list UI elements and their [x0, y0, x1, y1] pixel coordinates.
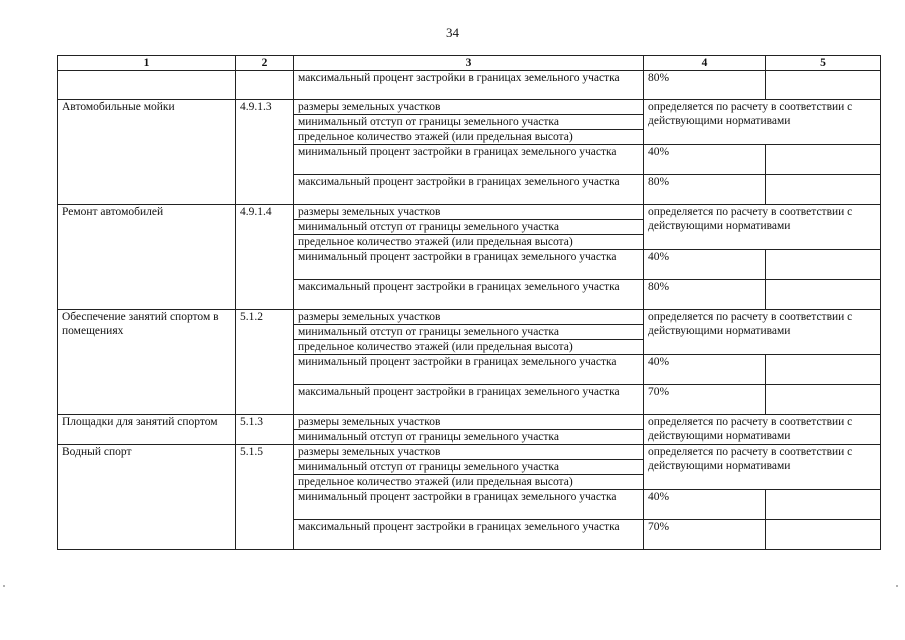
param-cell: предельное количество этажей (или предельная высота): [294, 340, 644, 355]
use-code-cell: 5.1.3: [236, 415, 294, 445]
use-code-cell: 5.1.2: [236, 310, 294, 415]
header-col-1: 1: [58, 56, 236, 71]
header-col-2: 2: [236, 56, 294, 71]
param-cell: максимальный процент застройки в границах земельного участка: [294, 520, 644, 550]
table-row: [58, 100, 881, 115]
merged-value-cell: определяется по расчету в соответствии с действующими нормативами: [644, 445, 881, 490]
scan-speck: [3, 585, 5, 587]
table-row: [58, 310, 881, 325]
merged-value-cell: определяется по расчету в соответствии с действующими нормативами: [644, 415, 881, 445]
value-cell: 40%: [644, 490, 766, 520]
header-col-5: 5: [766, 56, 881, 71]
use-code-cell: 4.9.1.4: [236, 205, 294, 310]
use-code-cell: 4.9.1.3: [236, 100, 294, 205]
param-cell: размеры земельных участков: [294, 415, 644, 430]
param-cell: размеры земельных участков: [294, 205, 644, 220]
extra-cell: [766, 280, 881, 310]
param-cell: размеры земельных участков: [294, 310, 644, 325]
use-name-cell: [58, 71, 236, 100]
param-cell: размеры земельных участков: [294, 100, 644, 115]
param-cell: минимальный процент застройки в границах земельного участка: [294, 490, 644, 520]
extra-cell: [766, 145, 881, 175]
merged-value-cell: определяется по расчету в соответствии с действующими нормативами: [644, 205, 881, 250]
value-cell: 80%: [644, 71, 766, 100]
use-name-cell: Автомобильные мойки: [58, 100, 236, 205]
value-cell: 40%: [644, 355, 766, 385]
use-name-cell: Площадки для занятий спортом: [58, 415, 236, 445]
extra-cell: [766, 175, 881, 205]
header-col-4: 4: [644, 56, 766, 71]
param-cell: минимальный отступ от границы земельного участка: [294, 430, 644, 445]
use-code-cell: [236, 71, 294, 100]
merged-value-cell: определяется по расчету в соответствии с действующими нормативами: [644, 310, 881, 355]
table-row: [58, 445, 881, 460]
param-cell: максимальный процент застройки в границах земельного участка: [294, 385, 644, 415]
use-name-cell: Обеспечение занятий спортом в помещениях: [58, 310, 236, 415]
scan-speck: [896, 585, 898, 587]
param-cell: максимальный процент застройки в границах земельного участка: [294, 71, 644, 100]
value-cell: 80%: [644, 175, 766, 205]
param-cell: максимальный процент застройки в границах земельного участка: [294, 280, 644, 310]
param-cell: размеры земельных участков: [294, 445, 644, 460]
extra-cell: [766, 385, 881, 415]
header-col-3: 3: [294, 56, 644, 71]
table-row: [58, 415, 881, 430]
param-cell: минимальный отступ от границы земельного участка: [294, 115, 644, 130]
param-cell: максимальный процент застройки в границах земельного участка: [294, 175, 644, 205]
table-row: [58, 71, 881, 100]
use-name-cell: Водный спорт: [58, 445, 236, 550]
use-code-cell: 5.1.5: [236, 445, 294, 550]
value-cell: 40%: [644, 145, 766, 175]
table-row: [58, 205, 881, 220]
param-cell: минимальный отступ от границы земельного участка: [294, 460, 644, 475]
param-cell: минимальный процент застройки в границах земельного участка: [294, 145, 644, 175]
param-cell: минимальный отступ от границы земельного участка: [294, 220, 644, 235]
param-cell: минимальный процент застройки в границах земельного участка: [294, 355, 644, 385]
extra-cell: [766, 250, 881, 280]
value-cell: 70%: [644, 385, 766, 415]
table-body: [58, 71, 881, 550]
param-cell: предельное количество этажей (или предельная высота): [294, 235, 644, 250]
extra-cell: [766, 355, 881, 385]
page-number: 34: [446, 25, 459, 40]
merged-value-cell: определяется по расчету в соответствии с действующими нормативами: [644, 100, 881, 145]
value-cell: 70%: [644, 520, 766, 550]
header-row: [58, 56, 881, 71]
extra-cell: [766, 520, 881, 550]
extra-cell: [766, 71, 881, 100]
regulations-table: [57, 55, 881, 550]
param-cell: предельное количество этажей (или предельная высота): [294, 475, 644, 490]
value-cell: 40%: [644, 250, 766, 280]
extra-cell: [766, 490, 881, 520]
param-cell: предельное количество этажей (или предельная высота): [294, 130, 644, 145]
param-cell: минимальный отступ от границы земельного участка: [294, 325, 644, 340]
value-cell: 80%: [644, 280, 766, 310]
use-name-cell: Ремонт автомобилей: [58, 205, 236, 310]
param-cell: минимальный процент застройки в границах земельного участка: [294, 250, 644, 280]
